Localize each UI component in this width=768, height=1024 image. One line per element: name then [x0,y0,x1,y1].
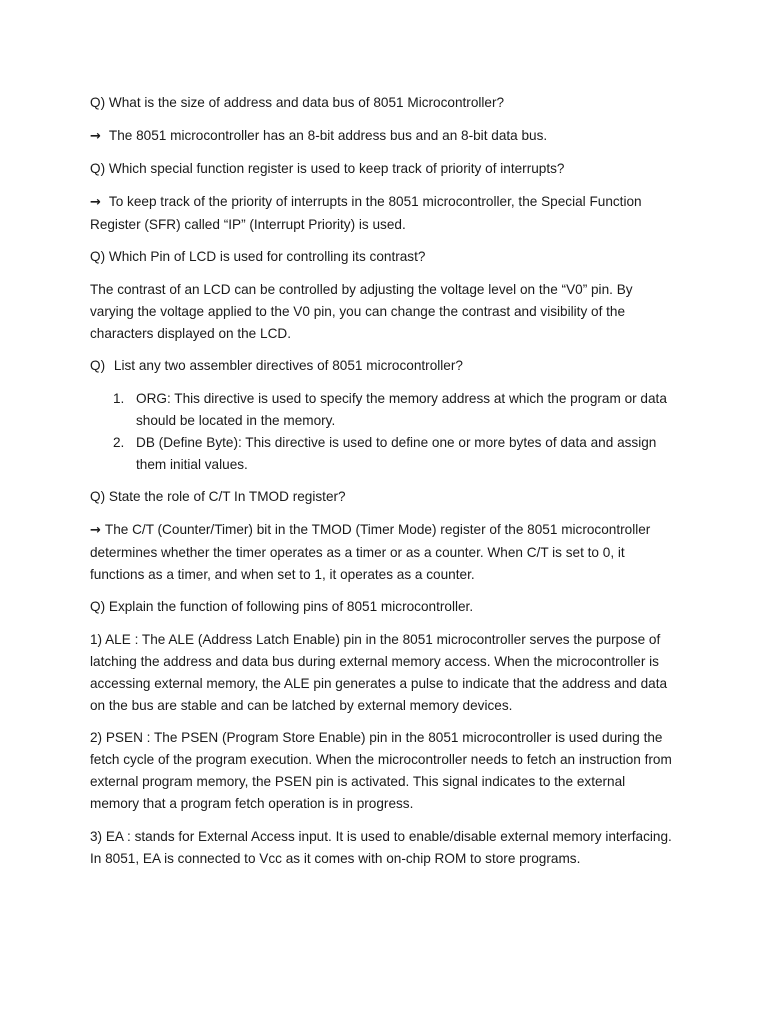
right-arrow-icon: → [90,522,101,538]
question-6: Q) Explain the function of following pins of 8051 microcontroller. [90,599,474,614]
question-4 [90,355,676,377]
question-2: Q) Which special function register is used to keep track of priority of interrupts? [90,161,565,176]
list-item-text: DB (Define Byte): This directive is used to define one or more bytes of data and assign them initial values. [136,434,657,472]
question-1: Q) What is the size of address and data bus of 8051 Microcontroller? [90,95,505,110]
list-item [90,432,676,476]
answer-6-psen: 2) PSEN : The PSEN (Program Store Enable) pin in the 8051 microcontroller is used during the fetch cycle of the program execution. When the microcontroller needs to fetch an instruction from external program memory, the PSEN pin is activated. This signal indicates to the external memory that a program fetch operation is in progress. [90,730,672,811]
question-4-prefix: Q) [90,358,106,373]
answer-5 [90,519,676,586]
question-5: Q) State the role of C/T In TMOD register? [90,489,346,504]
answer-5-text: The C/T (Counter/Timer) bit in the TMOD (Timer Mode) register of the 8051 microcontroller determines whether the timer operates as a timer or as a counter. When C/T is set to 0, it functions as a timer, and when set to 1, it operates as a counter. [90,521,651,582]
answer-1-text: The 8051 microcontroller has an 8-bit address bus and an 8-bit data bus. [108,127,548,143]
directive-list [90,388,676,476]
question-4-text: List any two assembler directives of 8051 microcontroller? [113,358,463,373]
answer-2-text: To keep track of the priority of interrupts in the 8051 microcontroller, the Special Function Register (SFR) called “IP” (Interrupt Priority) is used. [90,193,642,232]
answer-3: The contrast of an LCD can be controlled by adjusting the voltage level on the “V0” pin. By varying the voltage applied to the V0 pin, you can change the contrast and visibility of the characters displayed on the LCD. [90,281,633,341]
list-item-number: 1. [113,390,125,406]
list-item [90,388,676,432]
right-arrow-icon: → [90,128,101,144]
list-item-number: 2. [113,434,125,450]
question-3: Q) Which Pin of LCD is used for controlling its contrast? [90,249,426,264]
answer-6-ea: 3) EA : stands for External Access input. It is used to enable/disable external memory interfacing. In 8051, EA is connected to Vcc as it comes with on-chip ROM to store programs. [90,828,672,866]
list-item-text: ORG: This directive is used to specify the memory address at which the program or data should be located in the memory. [136,390,667,428]
document-page [90,92,676,880]
right-arrow-icon: → [90,194,101,210]
answer-2 [90,191,676,236]
answer-6-ale: 1) ALE : The ALE (Address Latch Enable) pin in the 8051 microcontroller serves the purpose of latching the address and data bus during external memory access. When the microcontroller is accessing external memory, the ALE pin generates a pulse to indicate that the address and data on the bus are stable and can be latched by external memory devices. [90,631,668,713]
answer-1 [90,125,676,148]
